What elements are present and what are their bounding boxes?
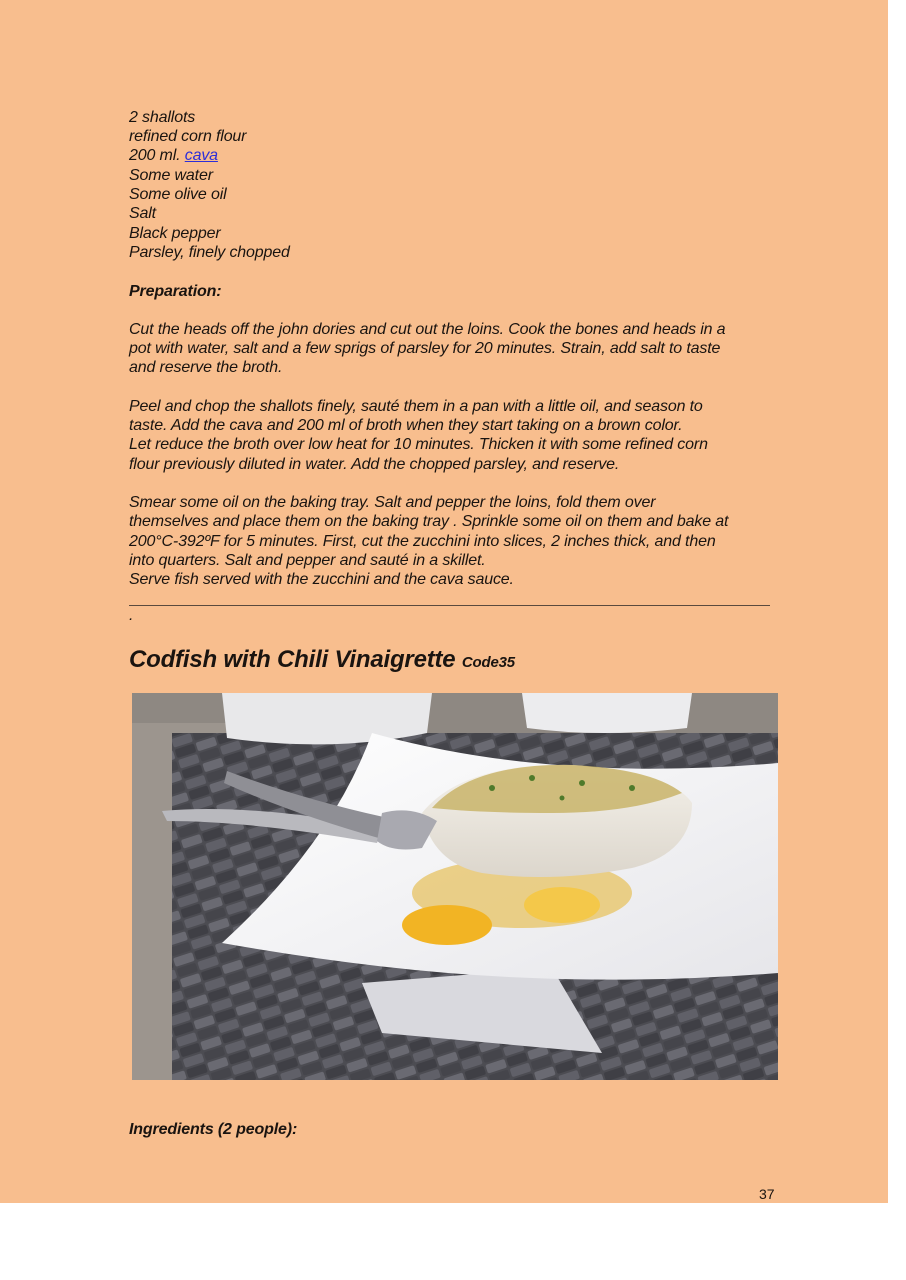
recipe-title-text: Codfish with Chili Vinaigrette (129, 646, 456, 673)
page-number: 37 (759, 1186, 775, 1202)
paragraph-line: into quarters. Salt and pepper and sauté in a skillet. (129, 552, 486, 569)
recipe-photo (132, 693, 778, 1080)
paragraph-line: and reserve the broth. (129, 359, 283, 376)
paragraph-line: taste. Add the cava and 200 ml of broth when they start taking on a brown color. (129, 417, 683, 434)
ingredient-line: Salt (129, 205, 156, 222)
preparation-heading: Preparation: (129, 283, 222, 300)
separator-rule (129, 605, 770, 606)
ingredient-line: 2 shallots (129, 109, 196, 126)
ingredient-line: Some water (129, 167, 213, 184)
paragraph-line: pot with water, salt and a few sprigs of parsley for 20 minutes. Strain, add salt to taste (129, 340, 721, 357)
paragraph-line: Smear some oil on the baking tray. Salt and pepper the loins, fold them over (129, 494, 656, 511)
paragraph-line: flour previously diluted in water. Add the chopped parsley, and reserve. (129, 456, 620, 473)
ingredient-line: Parsley, finely chopped (129, 244, 290, 261)
ingredient-line: refined corn flour (129, 128, 247, 145)
ingredient-line: Some olive oil (129, 186, 227, 203)
separator-dot: . (129, 607, 134, 624)
ingredient-text: 200 ml. (129, 147, 185, 164)
paragraph-line: Let reduce the broth over low heat for 10 minutes. Thicken it with some refined corn (129, 436, 708, 453)
ingredients-heading: Ingredients (2 people): (129, 1121, 298, 1138)
recipe-title (129, 646, 515, 674)
paragraph-line: Cut the heads off the john dories and cut out the loins. Cook the bones and heads in a (129, 321, 726, 338)
paragraph-line: 200°C-392ºF for 5 minutes. First, cut the zucchini into slices, 2 inches thick, and then (129, 533, 716, 550)
paragraph-line: Peel and chop the shallots finely, sauté them in a pan with a little oil, and season to (129, 398, 703, 415)
food-photo-illustration (132, 693, 778, 1080)
paragraph-line: Serve fish served with the zucchini and the cava sauce. (129, 571, 514, 588)
paragraph-line: themselves and place them on the baking tray . Sprinkle some oil on them and bake at (129, 513, 729, 530)
ingredient-line (129, 146, 218, 165)
recipe-code: Code35 (461, 654, 515, 671)
ingredient-line: Black pepper (129, 225, 221, 242)
cava-link[interactable]: cava (184, 147, 218, 164)
